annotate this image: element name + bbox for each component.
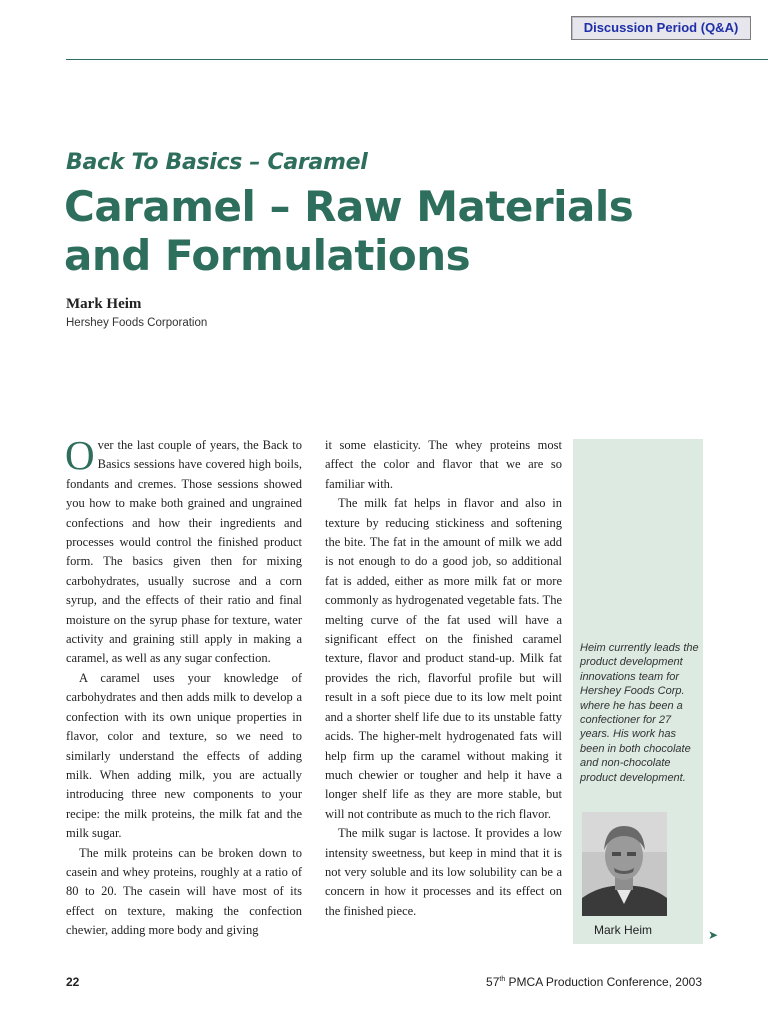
author-name: Mark Heim (66, 296, 142, 312)
header-rule (66, 59, 768, 60)
paragraph-text: ver the last couple of years, the Back to Basics sessions have covered high boils, fondants and cremes. Those sessions showed you how to make both grained and ungrained confections and how their ingredients and processes would control the finished product form. The basics given then for mixing carbohydrates, usually sucrose and a corn syrup, and the effects of their ratio and final moisture on the syrup phase for texture, water activity and graining still apply in making a caramel, as well as any sugar confection. (66, 438, 302, 666)
body-paragraph: The milk fat helps in flavor and also in texture by reducing stickiness and softening the bite. The fat in the amount of milk we add is not enough to do a good job, so additional fat is added, either as more milk fat or more commonly as hydrogenated vegetable fats. The melting curve of the fat used will have a significant effect on the finished caramel texture, flavor and product stand-up. Milk fat provides the rich, flavorful profile but will result in a soft piece due to its low melt point and a shorter shelf life due to its unstable fatty acids. The higher-melt hydrogenated fats will help firm up the caramel without making it much chewier or tougher and help it have a longer shelf life as they are more stable, but will not contribute as much to the rich flavor. (325, 496, 562, 821)
portrait-photo-icon (582, 812, 667, 916)
drop-cap: O (65, 432, 95, 478)
body-paragraph: A caramel uses your knowledge of carbohydrates and then adds milk to develop a confection with its own unique properties in flavor, color and texture, so we need to similarly understand the effects of adding milk. When adding milk, you are actually introducing three new components to your recipe: the milk proteins, the milk fat and the milk sugar. (66, 670, 302, 841)
conference-name: PMCA Production Conference, 2003 (505, 975, 702, 989)
body-paragraph: The milk proteins can be broken down to casein and whey proteins, roughly at a ratio of 80 to 20. The casein will have most of its effect on texture, making the confection chewier, adding more body and giving (66, 845, 302, 938)
section-badge: Discussion Period (Q&A) (571, 16, 751, 40)
author-bio: Heim currently leads the product development innovations team for Hershey Foods Corp. where he has been a confectioner for 27 years. His work has been in both chocolate and non-chocolate product development. (580, 642, 699, 784)
conference-footer (486, 975, 702, 989)
page-number: 22 (66, 975, 80, 989)
photo-caption: Mark Heim (594, 923, 653, 937)
article-kicker: Back To Basics – Caramel (66, 150, 368, 175)
body-paragraph: it some elasticity. The whey proteins most affect the color and flavor that we are so familiar with. (325, 438, 562, 491)
article-title: Caramel – Raw Materials and Formulations (64, 182, 634, 280)
portrait-photo (582, 812, 667, 916)
author-affiliation: Hershey Foods Corporation (66, 317, 208, 329)
conference-ordinal: th (499, 976, 506, 983)
body-paragraph (65, 432, 302, 669)
body-paragraph: The milk sugar is lactose. It provides a low intensity sweetness, but keep in mind that it is not very soluble and its low solubility can be a concern in how it processes and its effect on the finished piece. (325, 826, 562, 918)
conference-number: 57 (486, 975, 500, 989)
arrow-right-icon: ➤ (708, 928, 719, 942)
author-sidebar (573, 439, 703, 944)
body-column-1 (65, 432, 302, 941)
body-column-2 (325, 436, 562, 921)
